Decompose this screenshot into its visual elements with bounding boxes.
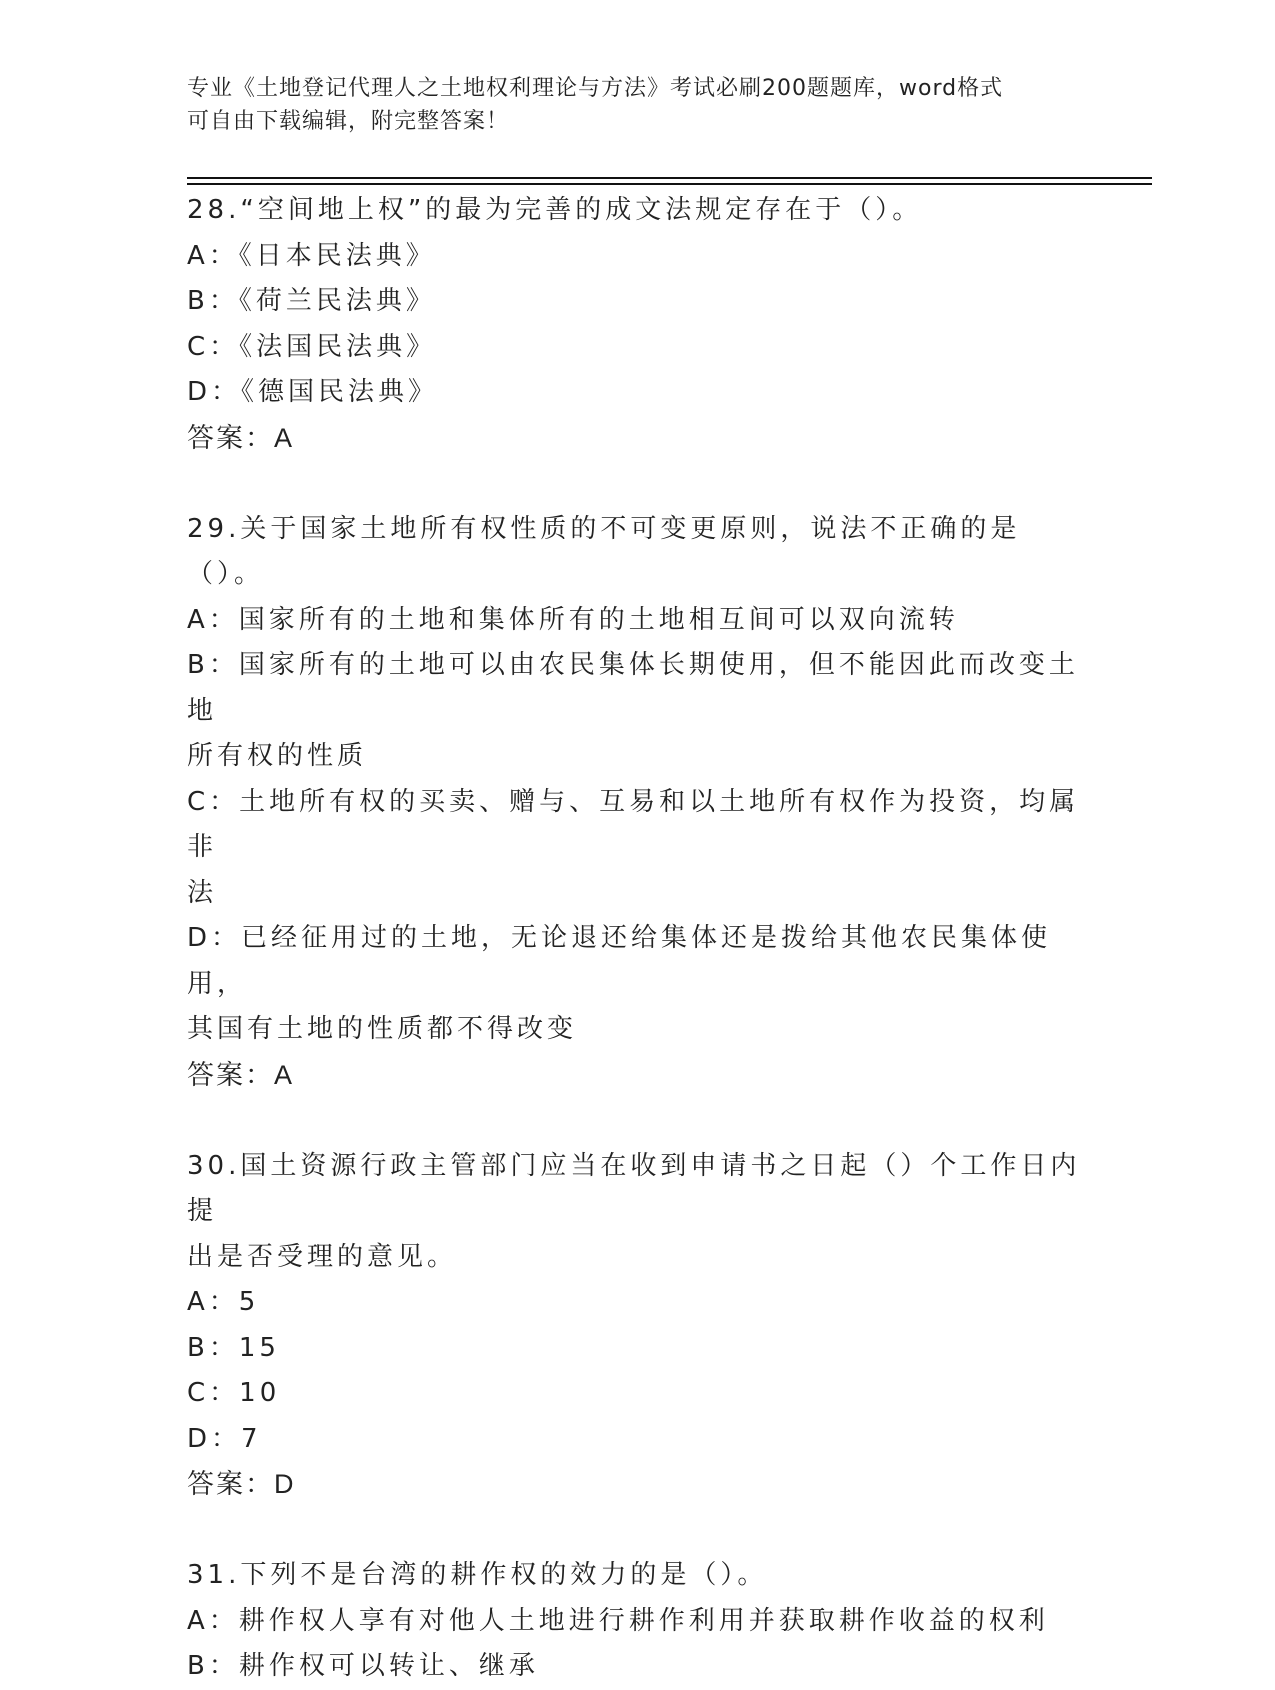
option-d-continued: 其国有土地的性质都不得改变 — [187, 1014, 578, 1044]
option-d: D：《德国民法典》 — [187, 377, 439, 407]
option-d: D：7 — [187, 1423, 262, 1454]
question-list — [187, 188, 1087, 1690]
option-c: C：《法国民法典》 — [187, 331, 437, 362]
option-b-continued: 所有权的性质 — [187, 741, 368, 771]
option-c: C：10 — [187, 1378, 281, 1408]
option-a: A：耕作权人享有对他人土地进行耕作利用并获取耕作收益的权利 — [187, 1605, 1049, 1636]
question-31 — [187, 1553, 1087, 1690]
option-c: C：土地所有权的买卖、赠与、互易和以土地所有权作为投资，均属非 — [187, 786, 1080, 862]
header-rule-top — [187, 177, 1152, 179]
question-spacer — [187, 461, 1087, 507]
question-30 — [187, 1144, 1087, 1508]
answer-line: 答案：D — [187, 1469, 296, 1499]
option-b: B：耕作权可以转让、继承 — [187, 1651, 539, 1681]
header-rule-bottom — [187, 183, 1152, 185]
option-b: B：国家所有的土地可以由农民集体长期使用，但不能因此而改变土地 — [187, 650, 1079, 726]
option-a: A：国家所有的土地和集体所有的土地相互间可以双向流转 — [187, 604, 959, 635]
document-header — [187, 72, 1067, 138]
question-spacer — [187, 1098, 1087, 1144]
question-stem: 30.国土资源行政主管部门应当在收到申请书之日起（）个工作日内提 — [187, 1150, 1081, 1226]
option-a: A：5 — [187, 1287, 260, 1317]
question-stem: 31.下列不是台湾的耕作权的效力的是（）。 — [187, 1560, 768, 1590]
question-spacer — [187, 1508, 1087, 1554]
question-stem-continued: 出是否受理的意见。 — [187, 1241, 458, 1272]
header-line-2: 可自由下载编辑，附完整答案！ — [187, 109, 510, 134]
question-29 — [187, 507, 1087, 1099]
answer-line: 答案：A — [187, 1059, 295, 1090]
option-d: D：已经征用过的土地，无论退还给集体还是拨给其他农民集体使用， — [187, 923, 1052, 999]
header-line-1: 专业《土地登记代理人之土地权利理论与方法》考试必刷200题题库，word格式 — [187, 76, 1004, 101]
option-b: B：《荷兰民法典》 — [187, 286, 436, 316]
question-stem: 28.“空间地上权”的最为完善的成文法规定存在于（）。 — [187, 195, 923, 225]
option-a: A：《日本民法典》 — [187, 240, 436, 271]
option-c-continued: 法 — [187, 877, 218, 908]
option-b: B：15 — [187, 1332, 280, 1363]
question-stem: 29.关于国家土地所有权性质的不可变更原则，说法不正确的是（）。 — [187, 513, 1021, 589]
answer-line: 答案：A — [187, 422, 295, 453]
question-28 — [187, 188, 1087, 461]
